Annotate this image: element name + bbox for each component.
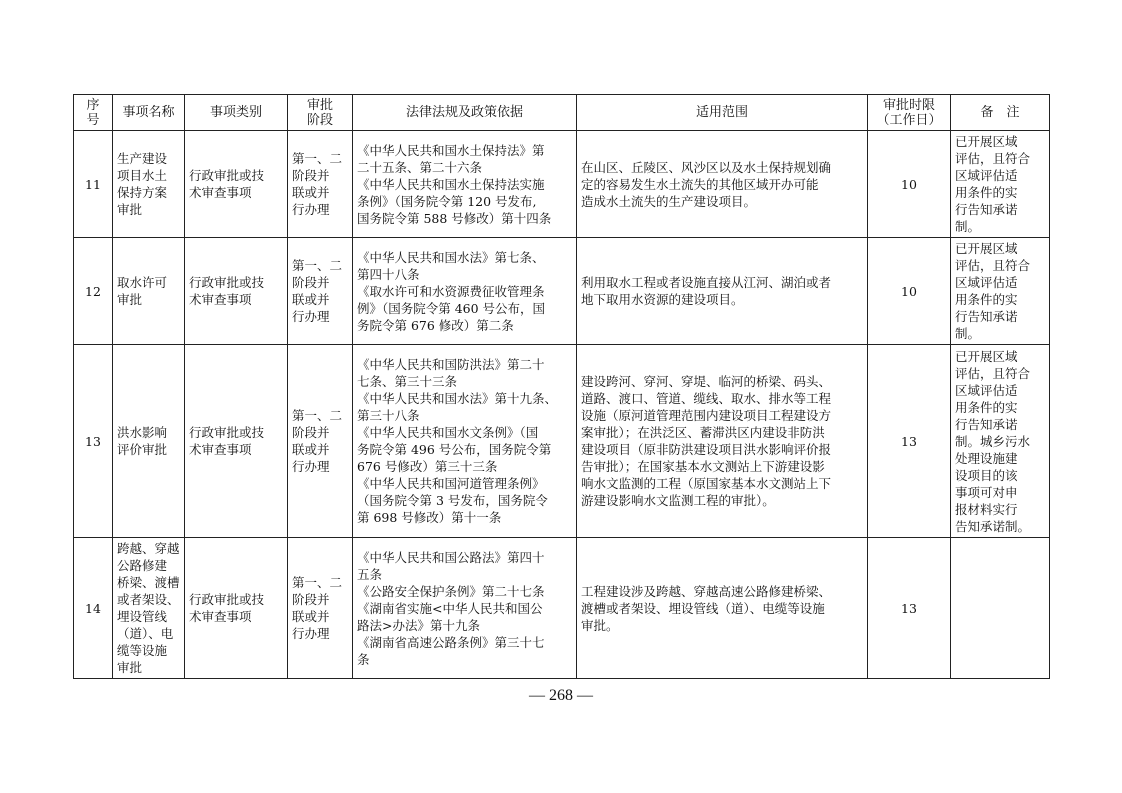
table-row — [74, 131, 1050, 238]
cell-name: 生产建设 项目水土 保持方案 审批 — [113, 131, 185, 238]
cell-stage: 第一、二 阶段并 联或并 行办理 — [288, 238, 353, 345]
cell-seq: 11 — [74, 131, 113, 238]
cell-scope: 工程建设涉及跨越、穿越高速公路修建桥梁、 渡槽或者架设、埋设管线（道）、电缆等设施 审批。 — [577, 538, 868, 679]
cell-name: 洪水影响 评价审批 — [113, 345, 185, 538]
header-name: 事项名称 — [113, 95, 185, 131]
cell-name: 取水许可 审批 — [113, 238, 185, 345]
cell-days: 10 — [868, 131, 951, 238]
header-seq: 序 号 — [74, 95, 113, 131]
cell-seq: 14 — [74, 538, 113, 679]
header-scope: 适用范围 — [577, 95, 868, 131]
cell-stage: 第一、二 阶段并 联或并 行办理 — [288, 345, 353, 538]
cell-note: 已开展区域 评估，且符合 区域评估适 用条件的实 行告知承诺 制。城乡污水 处理设施建 设项目的该 事项可对申 报材料实行 告知承诺制。 — [951, 345, 1050, 538]
table-row — [74, 538, 1050, 679]
cell-type: 行政审批或技 术审查事项 — [185, 345, 288, 538]
cell-scope: 在山区、丘陵区、风沙区以及水土保持规划确 定的容易发生水土流失的其他区域开办可能 造成水土流失的生产建设项目。 — [577, 131, 868, 238]
cell-note — [951, 538, 1050, 679]
cell-scope: 建设跨河、穿河、穿堤、临河的桥梁、码头、 道路、渡口、管道、缆线、取水、排水等工程 设施（原河道管理范围内建设项目工程建设方 案审批）；在洪泛区、蓄滞洪区内建设非防洪 建设项目（原非防洪建设项目洪水影响评价报 告审批）；在国家基本水文测站上下游建设影 响水文监测的工程（原国家基本水文测站上下 游建设影响水文监测工程的审批）。 — [577, 345, 868, 538]
header-basis: 法律法规及政策依据 — [353, 95, 577, 131]
page-number: — 268 — — [529, 687, 593, 704]
cell-basis: 《中华人民共和国水法》第七条、 第四十八条 《取水许可和水资源费征收管理条 例》（国务院令第 460 号公布，国 务院令第 676 修改）第二条 — [353, 238, 577, 345]
cell-name: 跨越、穿越 公路修建 桥梁、渡槽 或者架设、 埋设管线 （道）、电 缆等设施 审批 — [113, 538, 185, 679]
cell-days: 13 — [868, 538, 951, 679]
cell-type: 行政审批或技 术审查事项 — [185, 538, 288, 679]
cell-days: 10 — [868, 238, 951, 345]
cell-days: 13 — [868, 345, 951, 538]
approval-items-table — [73, 94, 1050, 679]
cell-note: 已开展区域 评估，且符合 区域评估适 用条件的实 行告知承诺 制。 — [951, 238, 1050, 345]
header-note: 备 注 — [951, 95, 1050, 131]
header-stage: 审批 阶段 — [288, 95, 353, 131]
cell-seq: 12 — [74, 238, 113, 345]
table-row — [74, 238, 1050, 345]
cell-basis: 《中华人民共和国防洪法》第二十 七条、第三十三条 《中华人民共和国水法》第十九条、 第三十八条 《中华人民共和国水文条例》（国 务院令第 496 号公布，国务院令第 676 号修改）第三十三条 《中华人民共和国河道管理条例》 （国务院令第 3 号发布，国务院令 第 698 号修改）第十一条 — [353, 345, 577, 538]
cell-stage: 第一、二 阶段并 联或并 行办理 — [288, 131, 353, 238]
cell-basis: 《中华人民共和国水土保持法》第 二十五条、第二十六条 《中华人民共和国水土保持法实施 条例》（国务院令第 120 号发布, 国务院令第 588 号修改）第十四条 — [353, 131, 577, 238]
cell-type: 行政审批或技 术审查事项 — [185, 238, 288, 345]
table-header-row — [74, 95, 1050, 131]
cell-basis: 《中华人民共和国公路法》第四十 五条 《公路安全保护条例》第二十七条 《湖南省实施<中华人民共和国公 路法>办法》第十九条 《湖南省高速公路条例》第三十七 条 — [353, 538, 577, 679]
cell-stage: 第一、二 阶段并 联或并 行办理 — [288, 538, 353, 679]
table-row — [74, 345, 1050, 538]
cell-seq: 13 — [74, 345, 113, 538]
cell-note: 已开展区域 评估，且符合 区域评估适 用条件的实 行告知承诺 制。 — [951, 131, 1050, 238]
cell-scope: 利用取水工程或者设施直接从江河、湖泊或者 地下取用水资源的建设项目。 — [577, 238, 868, 345]
header-days: 审批时限 （工作日） — [868, 95, 951, 131]
header-type: 事项类别 — [185, 95, 288, 131]
cell-type: 行政审批或技 术审查事项 — [185, 131, 288, 238]
approval-items-sheet — [73, 94, 1049, 679]
